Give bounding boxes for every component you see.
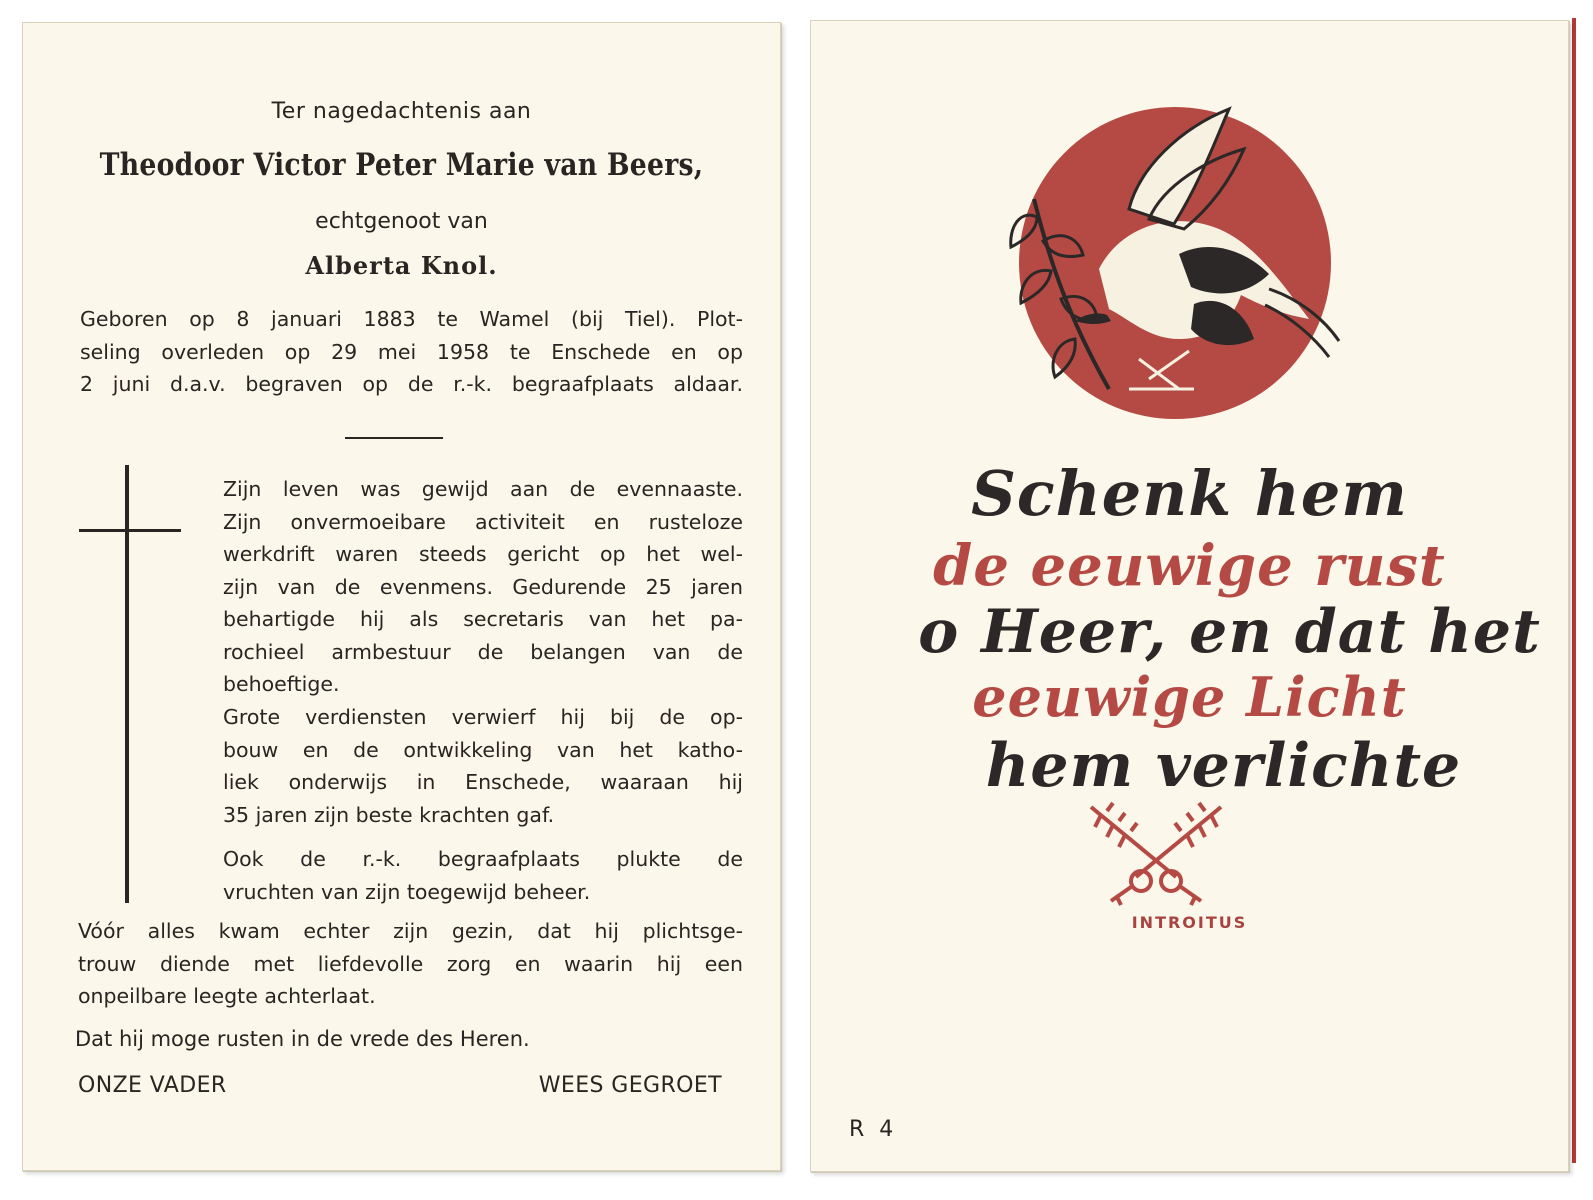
card-code: R 4 <box>849 1117 898 1142</box>
text-line: liek onderwijs in Enschede, waaraan hij <box>223 770 743 794</box>
cross-icon-bar <box>79 529 181 532</box>
text-line: behoeftige. <box>223 672 340 696</box>
verse-line-2: de eeuwige rust <box>933 533 1446 599</box>
crossed-keys-icon <box>1081 797 1231 907</box>
verse-line-1: Schenk hem <box>971 457 1408 530</box>
text-line: behartigde hij als secretaris van het pa- <box>223 607 743 631</box>
tribute-paragraph-4 <box>78 915 743 1013</box>
text-line: onpeilbare leegte achterlaat. <box>78 984 376 1008</box>
birth-death-paragraph <box>80 303 743 401</box>
memorial-card-image-side <box>810 20 1569 1172</box>
verse-line-4: eeuwige Licht <box>972 665 1407 729</box>
text-line: Ook de r.-k. begraafplaats plukte de <box>223 847 743 871</box>
text-line: Grote verdiensten verwierf hij bij de op- <box>223 705 743 729</box>
text-line: trouw diende met liefdevolle zorg en waarin hij een <box>78 951 743 976</box>
tribute-paragraph-2 <box>223 701 743 831</box>
text-line: vruchten van zijn toegewijd beheer. <box>223 879 591 904</box>
prayer-our-father: ONZE VADER <box>78 1073 227 1098</box>
text-line: Vóór alles kwam echter zijn gezin, dat hij plichtsge- <box>78 919 743 943</box>
text-line: werkdrift waren steeds gericht op het wel- <box>223 542 743 566</box>
verse-line-5: hem verlichte <box>985 731 1462 801</box>
prayer-hail-mary: WEES GEGROET <box>538 1073 722 1098</box>
text-line: seling overleden op 29 mei 1958 te Enschede en op <box>80 339 743 364</box>
dove-with-olive-branch-icon <box>979 89 1359 429</box>
spouse-name: Alberta Knol. <box>305 251 498 280</box>
text-line: 35 jaren zijn beste krachten gaf. <box>223 802 555 827</box>
card-edge <box>1572 18 1576 1163</box>
deceased-name: Theodoor Victor Peter Marie van Beers, <box>99 147 704 183</box>
memorial-card-text-side <box>22 22 781 1171</box>
tribute-paragraph-3 <box>223 843 743 908</box>
text-line: Zijn onvermoeibare activiteit en rusteloze <box>223 509 743 534</box>
text-line: bouw en de ontwikkeling van het katho- <box>223 737 743 762</box>
intro-line: Ter nagedachtenis aan <box>271 99 532 124</box>
text-line: Geboren op 8 januari 1883 te Wamel (bij Tiel). Plot- <box>80 307 743 331</box>
text-line: 2 juni d.a.v. begraven op de r.-k. begraafplaats aldaar. <box>80 372 743 396</box>
text-line: Zijn leven was gewijd aan de evennaaste. <box>223 477 743 501</box>
divider <box>345 437 443 439</box>
text-line: rochieel armbestuur de belangen van de <box>223 639 743 664</box>
spouse-label: echtgenoot van <box>315 209 488 234</box>
verse-line-3: o Heer, en dat het <box>918 597 1541 667</box>
tribute-paragraph-1 <box>223 473 743 701</box>
emblem-label: INTROITUS <box>1131 913 1248 932</box>
text-line: zijn van de evenmens. Gedurende 25 jaren <box>223 574 743 599</box>
closing-blessing: Dat hij moge rusten in de vrede des Heren. <box>75 1027 530 1051</box>
